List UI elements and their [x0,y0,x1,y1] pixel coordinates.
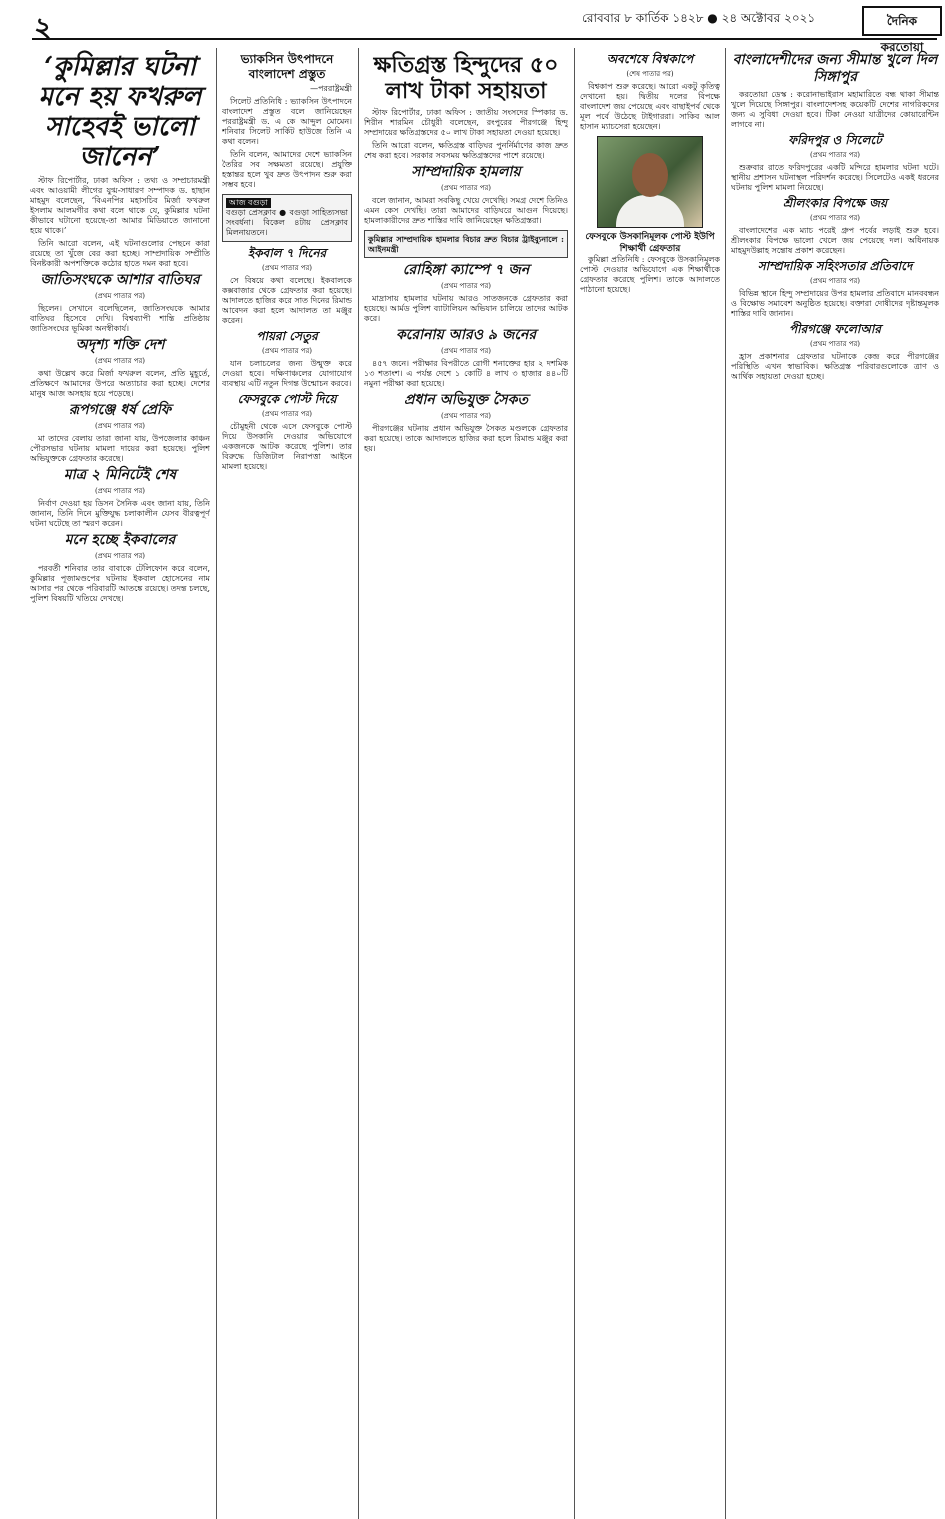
bogura-tag: আজ বগুড়া [226,198,271,208]
continued-note: (প্রথম পাতার পর) [261,410,313,418]
sub-headline: পায়রা সেতুর [256,329,318,343]
sub-headline: ফেসবুকে পোস্ট দিয়ে [237,392,337,406]
sub-headline: রূপগঞ্জে ধর্ষ প্রেফি [68,402,172,418]
article-paragraph: ৪৫৭ জনে। পরীক্ষার বিপরীতে রোগী শনাক্তের হার ২ দশমিক ১৩ শতাংশ। এ পর্যন্ত দেশে ১ কোটি ৪ লাখ ৩ হাজার ৪৪০টি নমুনা পরীক্ষা করা হয়েছে। [364,359,568,388]
column-5 [731,50,939,1515]
newspaper-logo: দৈনিক করতোয়া [862,6,942,36]
column-divider [358,48,359,1519]
column-divider [725,48,726,1519]
article-paragraph: চৌমুহনী থেকে এসে ফেসবুকে পোস্ট দিয়ে উসকানি দেওয়ার অভিযোগে একজনকে আটক করেছে পুলিশ। তার বিরুদ্ধে ডিজিটাল নিরাপত্তা আইনে মামলা হয়েছে। [222,422,352,471]
photo-caption: ফেসবুকে উসকানিমূলক পোস্ট ইউপি শিক্ষার্থী গ্রেফতার [585,232,715,254]
continued-note: (প্রথম পাতার পর) [261,264,313,272]
continued-note: (প্রথম পাতার পর) [440,412,492,420]
continued-note: (প্রথম পাতার পর) [440,282,492,290]
sub-headline: মাত্র ২ মিনিটেই শেষ [63,467,177,483]
article-paragraph: ছিলেন। সেখানে বলেছিলেন, জাতিসংঘকে আমার বাতিঘর হিসেবে দেখি। বিশ্বব্যাপী শান্তি প্রতিষ্ঠায় জাতিসংঘের ভূমিকা অনস্বীকার্য। [30,304,210,333]
article-paragraph: বলে জানান, আমরা সবকিছু খেয়ে দেখেছি। সমগ্র দেশে তিনিও এমন কেস দেখছি। তারা আমাদের বাড়িঘরে আগুন দিয়েছে। হামলাকারীদের দ্রুত শাস্তির দাবি জানিয়েছেন ক্ষতিগ্রস্তরা। [364,196,568,225]
sub-headline: অবশেষে বিশ্বকাপে [606,52,694,66]
continued-note: (প্রথম পাতার পর) [809,277,861,285]
sub-headline: শ্রীলংকার বিপক্ষে জয় [782,196,888,210]
article-paragraph: পরবর্তী শনিবার তার বাবাকে টেলিফোন করে বলেন, কুমিল্লার পূজামণ্ডপের ঘটনায় ইকবাল হোসেনের নাম আসার পর থেকে পরিবারটি আতঙ্কে রয়েছে। তদন্ত চলছে, পুলিশ বিষয়টি খতিয়ে দেখছে। [30,564,210,603]
bogura-events-text: বগুড়া প্রেসক্লাব ● বগুড়া সাহিত্যসভা সংবর্ধনা। বিকেল ৪টায় প্রেসক্লাব মিলনায়তনে। [226,208,348,237]
column-divider [216,48,217,1519]
sub-headline: সাম্প্রদায়িক সহিংসতার প্রতিবাদে [757,259,913,273]
sub-headline: করোনায় আরও ৯ জনের [395,327,537,343]
date-line: রোববার ৮ কার্তিক ১৪২৮ ● ২৪ অক্টোবর ২০২১ [582,11,816,25]
continued-note: (প্রথম পাতার পর) [94,422,146,430]
continued-note: (প্রথম পাতার পর) [94,357,146,365]
header-rule [32,38,937,40]
sub-headline: রোহিঙ্গা ক্যাম্পে ৭ জন [402,262,530,278]
page-header [0,0,945,54]
continued-note: (প্রথম পাতার পর) [809,340,861,348]
headline-byline: —পররাষ্ট্রমন্ত্রী [310,84,352,93]
article-paragraph: মা তাদের বেলায় তারা জানা যায়, উপজেলার কাঞ্চন পৌরসভার ঘটনায় মামলা দায়ের করা হয়েছে। পুলিশ অভিযুক্তকে গ্রেফতার করেছে। [30,434,210,463]
column-2 [222,50,352,1515]
article-paragraph: মাদ্রাসায় হামলার ঘটনায় আরও সাতজনকে গ্রেফতার করা হয়েছে। আর্মড পুলিশ ব্যাটালিয়ন অভিযান চালিয়ে তাদের আটক করে। [364,294,568,323]
vaccine-headline: ভ্যাকসিন উৎপাদনে বাংলাদেশ প্রস্তুত [240,52,334,81]
column-3 [364,50,568,1515]
sub-headline: ফরিদপুর ও সিলেটে [788,133,882,147]
article-paragraph: স্টাফ রিপোর্টার, ঢাকা অফিস : তথ্য ও সম্প্রচারমন্ত্রী এবং আওয়ামী লীগের যুগ্ম-সাধারণ সম্পাদক ড. হাছান মাহমুদ বলেছেন, ‘বিএনপির মহাসচিব মির্জা ফখরুল ইসলাম আলমগীর কথা বলে থাকে যে, কুমিল্লার ঘটনা কীভাবে ঘটানো হয়েছে-তা আমার মিডিয়াতে জানানো হয়ে থাকে।’ [30,176,210,235]
page-number: ২ [34,11,53,44]
article-paragraph: পীরগঞ্জের ঘটনায় প্রধান অভিযুক্ত সৈকত মণ্ডলকে গ্রেফতার করা হয়েছে। তাকে আদালতে হাজির করা হলে রিমান্ড মঞ্জুর করা হয়। [364,424,568,453]
continued-note: (প্রথম পাতার পর) [261,347,313,355]
article-paragraph: তিনি আরো বলেন, এই ঘটনাগুলোর পেছনে কারা রয়েছে তা খুঁজে বের করা হচ্ছে। সাম্প্রদায়িক সম্প্রীতি বিনষ্টকারী অপশক্তিকে কঠোর হাতে দমন করা হবে। [30,239,210,268]
article-paragraph: সিলেট প্রতিনিধি : ভ্যাকসিন উৎপাদনে বাংলাদেশ প্রস্তুত বলে জানিয়েছেন পররাষ্ট্রমন্ত্রী ড. এ কে আব্দুল মোমেন। শনিবার সিলেট সার্কিট হাউজে তিনি এ কথা বলেন। [222,97,352,146]
column-4 [580,50,720,1515]
highlight-box: কুমিল্লার সাম্প্রদায়িক হামলার বিচার দ্রুত বিচার ট্রাইব্যুনালে : আইনমন্ত্রী [364,230,568,258]
sub-headline: ইকবাল ৭ দিনের [247,246,327,260]
sub-headline: জাতিসংঘকে আশার বাতিঘর [40,272,200,288]
article-paragraph: করতোয়া ডেস্ক : করোনাভাইরাস মহামারিতে বন্ধ থাকা সীমান্ত খুলে দিয়েছে সিঙ্গাপুর। বাংলাদেশসহ কয়েকটি দেশের নাগরিকদের জন্য এ সুবিধা দেওয়া হবে। টিকা নেওয়া যাত্রীদের কোয়ারেন্টিন লাগবে না। [731,90,939,129]
main-headline: ‘কুমিল্লার ঘটনা মনে হয় ফখরুল সাহেবই ভালো জানেন’ [38,52,202,172]
continued-note: (প্রথম পাতার পর) [809,151,861,159]
column-1 [30,50,210,1515]
continued-note: (প্রথম পাতার পর) [94,552,146,560]
article-paragraph: স্টাফ রিপোর্টার, ঢাকা অফিস : জাতীয় সংসদের স্পিকার ড. শিরীন শারমিন চৌধুরী বলেছেন, রংপুরের পীরগঞ্জে হিন্দু সম্প্রদায়ের ক্ষতিগ্রস্তদের ৫০ লাখ টাকা সহায়তা দেওয়া হয়েছে। [364,108,568,137]
sub-headline: মনে হচ্ছে ইকবালের [64,532,176,548]
sub-headline: পীরগঞ্জে ফলোআর [789,322,881,336]
photo-face-shape [632,153,668,197]
article-paragraph: যান চলাচলের জন্য উন্মুক্ত করে দেওয়া হবে। দক্ষিণাঞ্চলের যোগাযোগ ব্যবস্থায় এটি নতুন দিগন্ত উন্মোচন করবে। [222,359,352,388]
photo-shirt-shape [616,195,684,227]
article-paragraph: হ্রাস প্রকাশনার গ্রেফতার ঘটনাকে কেন্দ্র করে পীরগঞ্জের পরিস্থিতি এখন স্বাভাবিক। ক্ষতিগ্রস্ত পরিবারগুলোকে ত্রাণ ও আর্থিক সহায়তা দেওয়া হচ্ছে। [731,352,939,381]
article-paragraph: বাংলাদেশের এক ম্যাচ পরেই গ্রুপ পর্বের লড়াই শুরু হবে। শ্রীলংকার বিপক্ষে ভালো খেলে জয় পেয়েছে দল। অধিনায়ক মাহমুদউল্লাহ সন্তোষ প্রকাশ করেছেন। [731,226,939,255]
continued-note: (প্রথম পাতার পর) [94,292,146,300]
article-paragraph: তিনি বলেন, আমাদের দেশে ভ্যাকসিন তৈরির সব সক্ষমতা রয়েছে। প্রযুক্তি হস্তান্তর হলে খুব দ্রুত উৎপাদন শুরু করা সম্ভব হবে। [222,150,352,189]
article-paragraph: কথা উল্লেখ করে মির্জা ফখরুল বলেন, প্রতি মুহূর্তে, প্রতিক্ষণে আমাদের উপরে অত্যাচার করা হচ্ছে। দেশের মানুষ আজ অসহায় হয়ে পড়েছে। [30,369,210,398]
lead-headline: ক্ষতিগ্রস্ত হিন্দুদের ৫০ লাখ টাকা সহায়তা [373,52,559,104]
continued-note: (প্রথম পাতার পর) [440,347,492,355]
article-paragraph: বিশ্বকাপ শুরু করেছে। আরো একটু কৃতিত্ব দেখানো হয়। দ্বিতীয় দলের বিপক্ষে বাংলাদেশ জয় পেয়েছে এবং বাছাইপর্ব থেকে মূল পর্বে উঠেছে টাইগাররা। সাকিব আল হাসান ম্যাচসেরা হয়েছেন। [580,82,720,131]
article-paragraph: শুক্রবার রাতে ফরিদপুরের একটি মন্দিরে হামলার ঘটনা ঘটে। স্থানীয় প্রশাসন ঘটনাস্থল পরিদর্শন করেছে। সিলেটেও একই ধরনের ঘটনায় পুলিশ মামলা নিয়েছে। [731,163,939,192]
sub-headline: সাম্প্রদায়িক হামলায় [411,164,521,180]
bogura-events-box [222,194,352,242]
article-paragraph: তিনি আরো বলেন, ক্ষতিগ্রস্ত বাড়িঘর পুনর্নির্মাণের কাজ দ্রুত শেষ করা হবে। সরকার সবসময় ক্ষতিগ্রস্তদের পাশে রয়েছে। [364,141,568,160]
continued-note: (প্রথম পাতার পর) [440,184,492,192]
sub-headline: প্রধান অভিযুক্ত সৈকত [404,392,528,408]
article-paragraph: কুমিল্লা প্রতিনিধি : ফেসবুকে উসকানিমূলক পোস্ট দেওয়ার অভিযোগে এক শিক্ষার্থীকে গ্রেফতার করেছে পুলিশ। তাকে আদালতে পাঠানো হয়েছে। [580,255,720,294]
column-divider [574,48,575,1519]
singapore-headline: বাংলাদেশীদের জন্য সীমান্ত খুলে দিল সিঙ্গাপুর [732,52,938,85]
continued-note: (প্রথম পাতার পর) [809,214,861,222]
continued-note: (শেষ পাতার পর) [626,70,674,78]
continued-note: (প্রথম পাতার পর) [94,487,146,495]
article-paragraph: সে বিষয়ে কথা বলেছে। ইকবালকে কক্সবাজার থেকে গ্রেফতার করা হয়েছে। আদালতে হাজির করে সাত দিনের রিমান্ড আবেদন করা হলে আদালত তা মঞ্জুর করেন। [222,276,352,325]
article-paragraph: বিভিন্ন স্থানে হিন্দু সম্প্রদায়ের উপর হামলার প্রতিবাদে মানববন্ধন ও বিক্ষোভ সমাবেশ অনুষ্ঠিত হয়েছে। বক্তারা দোষীদের দৃষ্টান্তমূলক শাস্তির দাবি জানান। [731,289,939,318]
article-paragraph: নির্বাণ দেওয়া হয় ডিসন সৈনিক এবং জানা যায়, তিনি জানান, তিনি দিনে মুক্তিযুদ্ধ চলাকালীন যেসব বীরত্বপূর্ণ ঘটনা ঘটেছে তা স্মরণ করেন। [30,499,210,528]
sub-headline: অদৃশ্য শক্তি দেশ [75,337,165,353]
news-photo [597,136,703,228]
